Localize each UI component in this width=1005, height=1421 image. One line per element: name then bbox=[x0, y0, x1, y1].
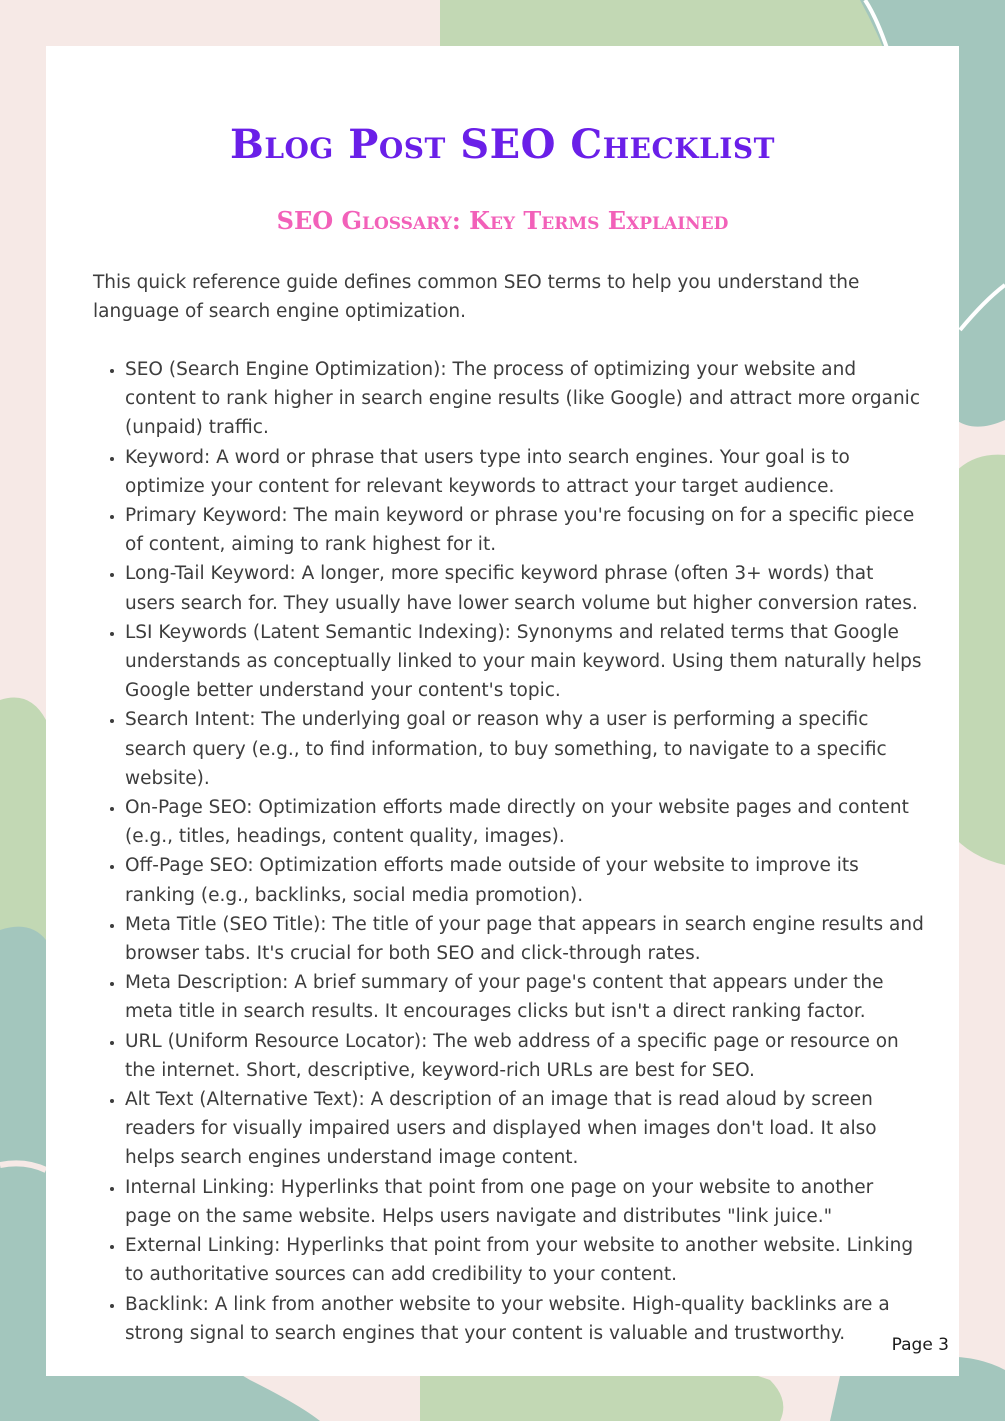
glossary-item: • LSI Keywords (Latent Semantic Indexing): Synonyms and related terms that Google understands as conceptually linked to your main keyword. Using them naturally helps Google better understand your content's topic. bbox=[125, 618, 925, 706]
glossary-item: • Search Intent: The underlying goal or reason why a user is performing a specific search query (e.g., to find information, to buy something, to navigate to a specific website). bbox=[125, 705, 925, 793]
glossary-item: • Internal Linking: Hyperlinks that point from one page on your website to another page on the same website. Helps users navigate and distributes "link juice." bbox=[125, 1173, 925, 1231]
glossary-item: • Alt Text (Alternative Text): A description of an image that is read aloud by screen readers for visually impaired users and displayed when images don't load. It also helps search engines understand image content. bbox=[125, 1085, 925, 1173]
glossary-item: • Meta Title (SEO Title): The title of your page that appears in search engine results and browser tabs. It's crucial for both SEO and click-through rates. bbox=[125, 910, 925, 968]
intro-paragraph: This quick reference guide defines common SEO terms to help you understand the language of search engine optimization. bbox=[93, 272, 860, 323]
glossary-item: • Keyword: A word or phrase that users type into search engines. Your goal is to optimize your content for relevant keywords to attract your target audience. bbox=[125, 443, 925, 501]
glossary-item: • SEO (Search Engine Optimization): The process of optimizing your website and content to rank higher in search engine results (like Google) and attract more organic (unpaid) traffic. bbox=[125, 355, 925, 443]
document-title: Blog Post SEO Checklist bbox=[230, 121, 775, 168]
glossary-item: • Primary Keyword: The main keyword or phrase you're focusing on for a specific piece of content, aiming to rank highest for it. bbox=[125, 501, 925, 559]
glossary-item: • URL (Uniform Resource Locator): The web address of a specific page or resource on the internet. Short, descriptive, keyword-rich URLs are best for SEO. bbox=[125, 1027, 925, 1085]
document-card bbox=[46, 46, 959, 1376]
page-number: Page 3 bbox=[891, 1335, 949, 1355]
glossary-item: • Long-Tail Keyword: A longer, more specific keyword phrase (often 3+ words) that users search for. They usually have lower search volume but higher conversion rates. bbox=[125, 559, 925, 617]
glossary-item: • External Linking: Hyperlinks that point from your website to another website. Linking to authoritative sources can add credibility to your content. bbox=[125, 1231, 925, 1289]
glossary-item: • Off-Page SEO: Optimization efforts made outside of your website to improve its ranking (e.g., backlinks, social media promotion). bbox=[125, 851, 925, 909]
section-title: SEO Glossary: Key Terms Explained bbox=[276, 206, 729, 235]
glossary-list bbox=[93, 355, 925, 1348]
glossary-item: • On-Page SEO: Optimization efforts made directly on your website pages and content (e.g., titles, headings, content quality, images). bbox=[125, 793, 925, 851]
glossary-item: • Backlink: A link from another website to your website. High-quality backlinks are a strong signal to search engines that your content is valuable and trustworthy. bbox=[125, 1290, 925, 1348]
glossary-item: • Meta Description: A brief summary of your page's content that appears under the meta title in search results. It encourages clicks but isn't a direct ranking factor. bbox=[125, 968, 925, 1026]
